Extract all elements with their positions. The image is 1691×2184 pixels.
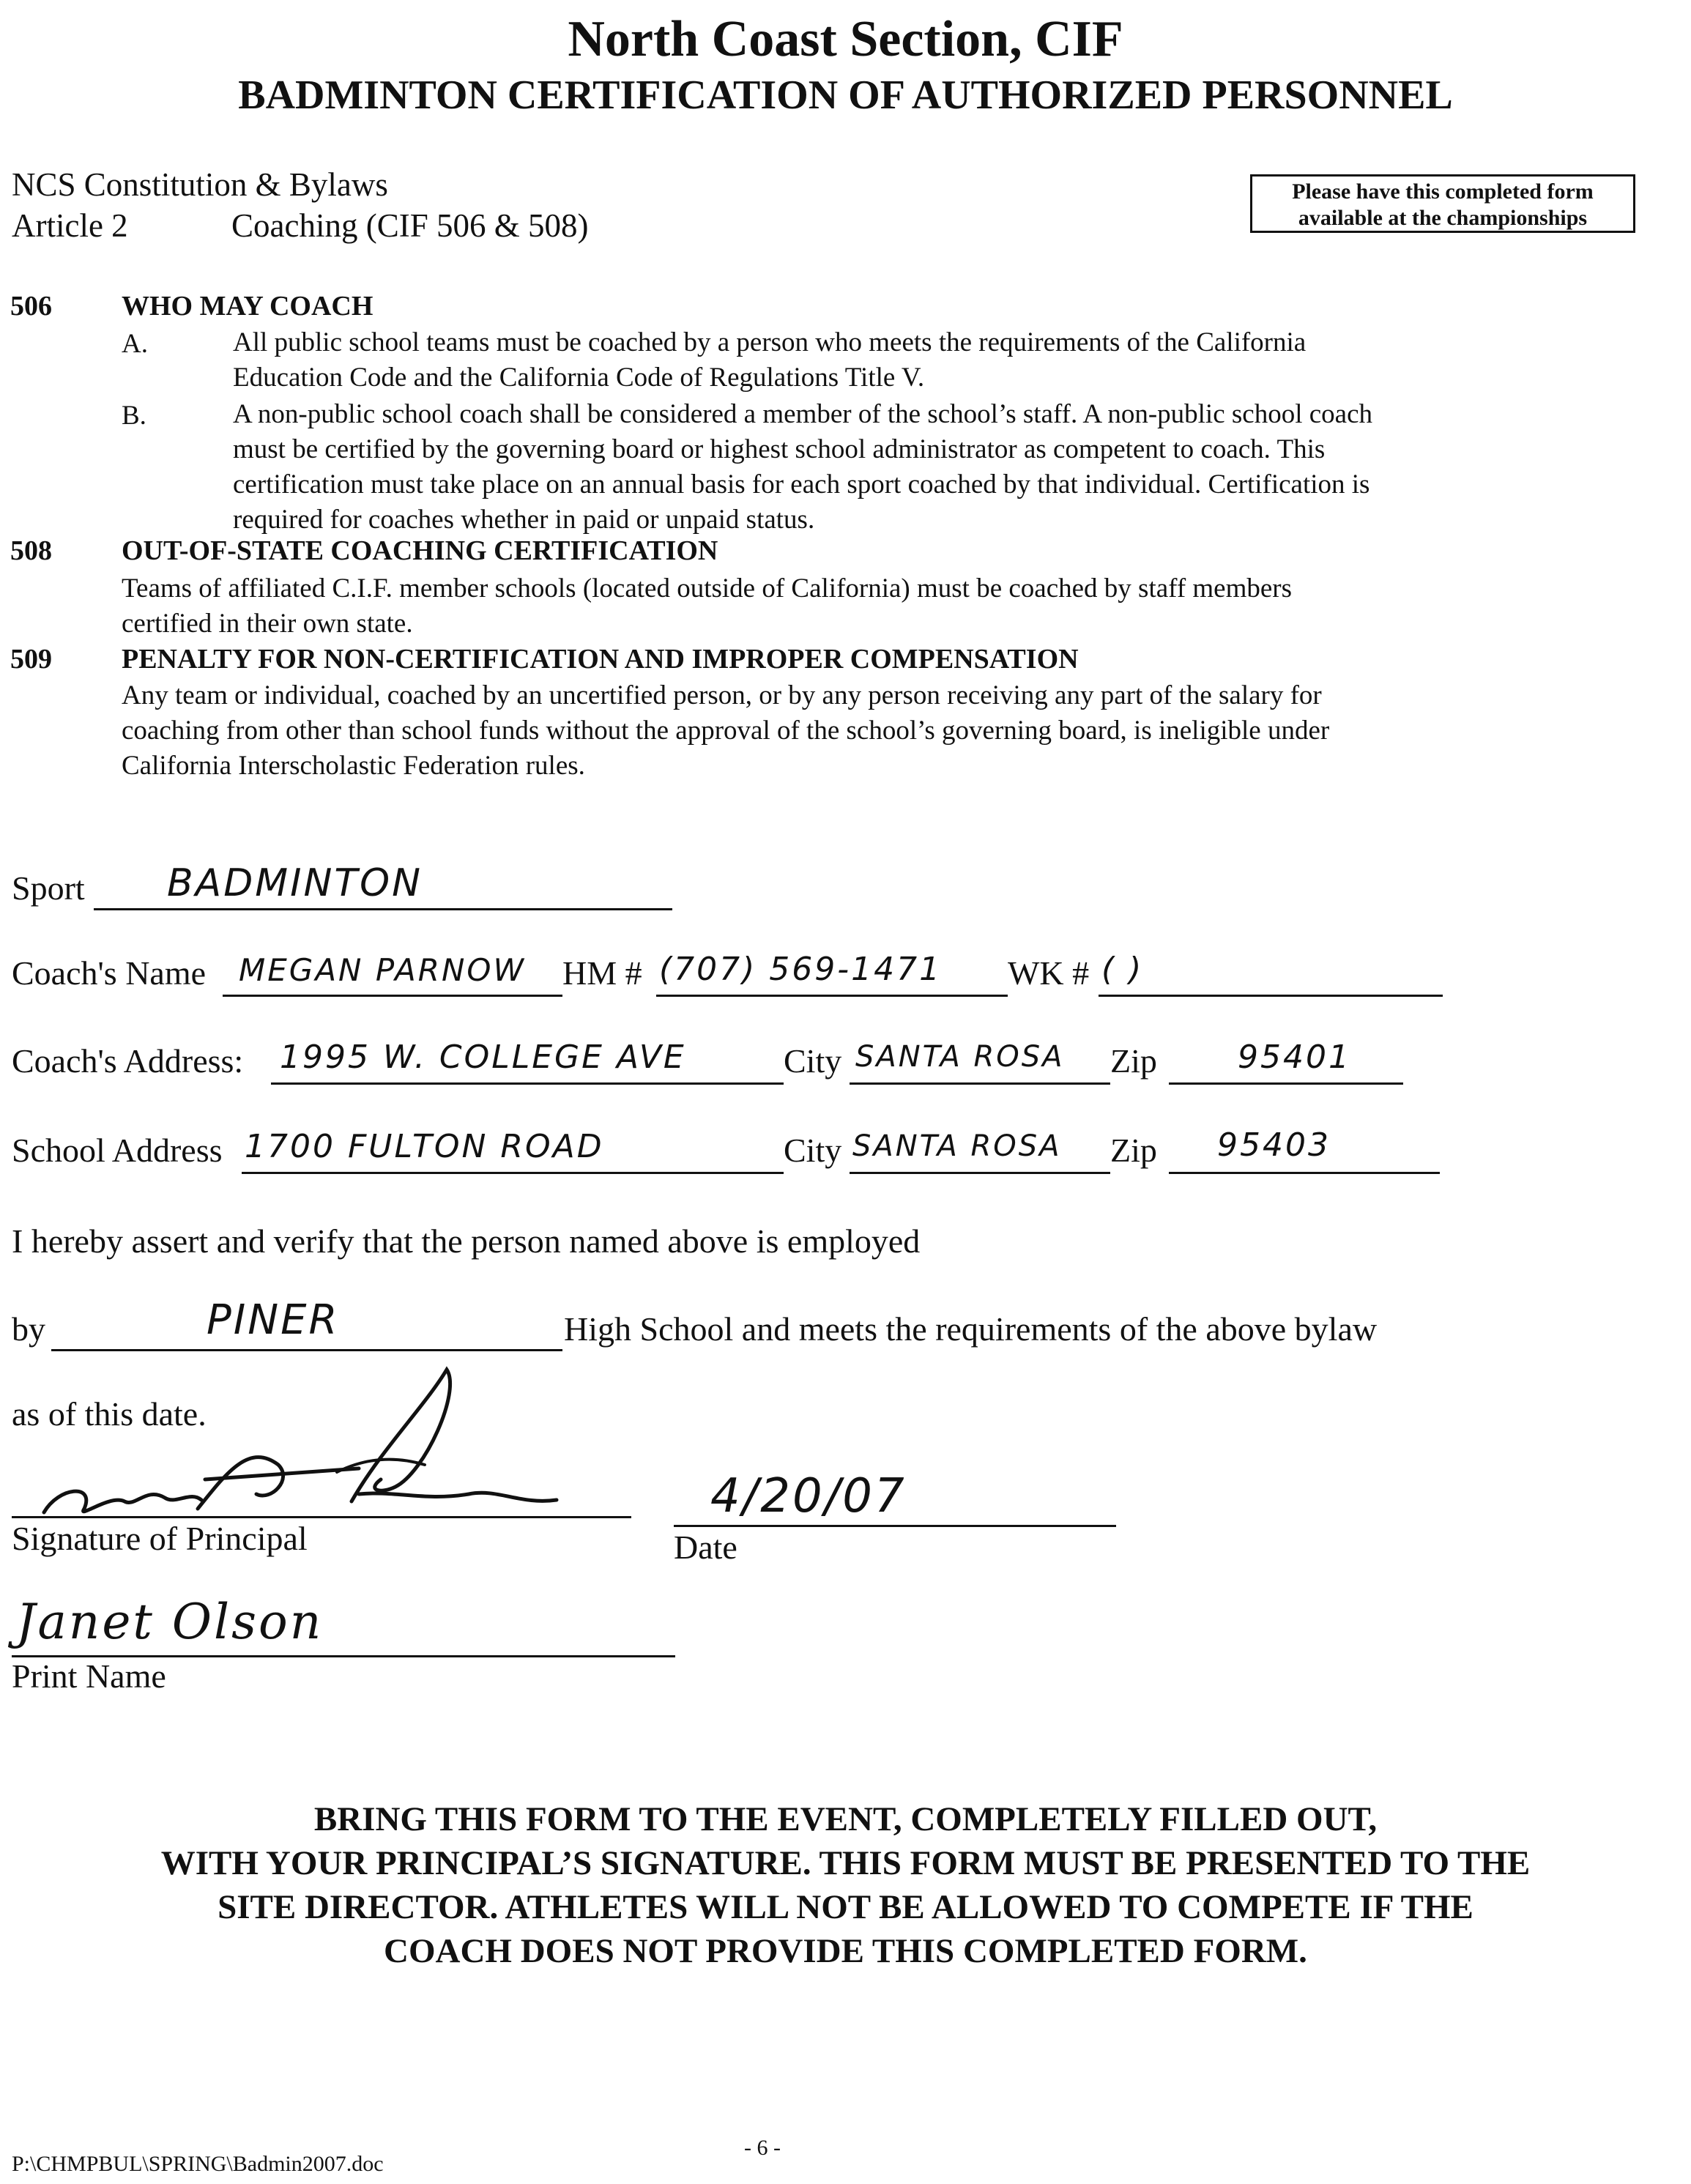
bylaws-reference: NCS Constitution & Bylaws (12, 166, 388, 203)
clause-letter-b: B. (122, 401, 146, 431)
coach-name-label: Coach's Name (12, 954, 207, 992)
text-line: California Interscholastic Federation rules. (122, 751, 585, 781)
clause-letter-a: A. (122, 329, 148, 359)
article-topic: Coaching (CIF 506 & 508) (231, 207, 589, 244)
by-label: by (12, 1310, 45, 1348)
file-path: P:\CHMPBUL\SPRING\Badmin2007.doc (12, 2152, 384, 2176)
school-address-label: School Address (12, 1132, 223, 1169)
wk-line (1099, 995, 1443, 997)
coach-address-line (271, 1082, 784, 1085)
section-509-text (122, 678, 1329, 784)
text-line: coaching from other than school funds without the approval of the school’s governing board, is ineligible under (122, 716, 1330, 746)
text-line: certified in their own state. (122, 609, 413, 639)
text-line: A non-public school coach shall be considered a member of the school’s staff. A non-public school coach (233, 399, 1373, 429)
school-zip-label: Zip (1110, 1132, 1157, 1169)
school-city-value[interactable]: SANTA ROSA (852, 1129, 1062, 1163)
hm-phone-value[interactable]: (707) 569-1471 (659, 951, 943, 988)
coach-city-value[interactable]: SANTA ROSA (855, 1040, 1065, 1074)
as-of-date-text: as of this date. (12, 1395, 207, 1433)
sport-value[interactable]: BADMINTON (167, 861, 423, 905)
notice-line: BRING THIS FORM TO THE EVENT, COMPLETELY FILLED OUT, (313, 1800, 1378, 1838)
notice-line: COACH DOES NOT PROVIDE THIS COMPLETED FORM. (384, 1932, 1307, 1970)
school-zip-value[interactable]: 95403 (1217, 1126, 1331, 1164)
wk-phone-value[interactable]: ( ) (1101, 951, 1144, 988)
bring-form-notice (0, 1797, 1691, 1973)
school-city-label: City (784, 1132, 842, 1169)
school-zip-line (1169, 1172, 1440, 1174)
coach-address-label: Coach's Address: (12, 1042, 244, 1080)
signature-label: Signature of Principal (12, 1520, 308, 1557)
notice-line: available at the championships (1298, 206, 1588, 230)
championship-notice-box (1250, 174, 1635, 233)
date-label: Date (674, 1529, 737, 1566)
section-heading-508: OUT-OF-STATE COACHING CERTIFICATION (122, 535, 718, 566)
section-number-508: 508 (10, 535, 52, 566)
print-name-label: Print Name (12, 1657, 166, 1695)
section-number-509: 509 (10, 644, 52, 675)
notice-line: Please have this completed form (1292, 179, 1594, 204)
school-city-line (850, 1172, 1110, 1174)
clause-b-text (233, 397, 1372, 538)
date-value[interactable]: 4/20/07 (710, 1469, 907, 1523)
section-heading-509: PENALTY FOR NON-CERTIFICATION AND IMPROPER COMPENSATION (122, 644, 1079, 675)
wk-label: WK # (1008, 954, 1090, 992)
coach-zip-line (1169, 1082, 1403, 1085)
form-title: North Coast Section, CIF (568, 11, 1123, 67)
principal-signature (15, 1362, 571, 1538)
section-heading-506: WHO MAY COACH (122, 291, 373, 322)
coach-zip-value[interactable]: 95401 (1238, 1039, 1351, 1076)
text-line: certification must take place on an annual basis for each sport coached by that individual. Certification is (233, 469, 1370, 499)
coach-city-line (850, 1082, 1110, 1085)
sport-line (94, 908, 672, 910)
text-line: required for coaches whether in paid or unpaid status. (233, 505, 815, 535)
text-line: must be certified by the governing board or highest school administrator as competent to coach. This (233, 434, 1326, 464)
assertion-text: I hereby assert and verify that the person named above is employed (12, 1222, 921, 1260)
section-508-text (122, 571, 1292, 642)
sport-label: Sport (12, 869, 85, 907)
text-line: Teams of affiliated C.I.F. member schools (located outside of California) must be coached by staff members (122, 573, 1293, 603)
school-address-line (242, 1172, 784, 1174)
article-label: Article 2 (12, 207, 128, 244)
coach-name-value[interactable]: MEGAN PARNOW (239, 952, 526, 988)
page-number: - 6 - (744, 2136, 781, 2160)
school-address-value[interactable]: 1700 FULTON ROAD (245, 1128, 604, 1165)
coach-city-label: City (784, 1042, 842, 1080)
text-line: Any team or individual, coached by an uncertified person, or by any person receiving any part of the salary for (122, 680, 1322, 710)
high-school-text: High School and meets the requirements of the above bylaw (564, 1310, 1378, 1348)
hm-line (656, 995, 1008, 997)
print-name-value[interactable]: Janet Olson (16, 1594, 324, 1650)
date-line (674, 1525, 1116, 1527)
notice-line: SITE DIRECTOR. ATHLETES WILL NOT BE ALLOWED TO COMPETE IF THE (218, 1888, 1473, 1926)
form-subtitle: BADMINTON CERTIFICATION OF AUTHORIZED PERSONNEL (238, 73, 1453, 118)
notice-line: WITH YOUR PRINCIPAL’S SIGNATURE. THIS FORM MUST BE PRESENTED TO THE (160, 1844, 1531, 1882)
section-number-506: 506 (10, 291, 52, 322)
hm-label: HM # (562, 954, 642, 992)
school-name-line (51, 1349, 562, 1351)
coach-name-line (223, 995, 562, 997)
school-name-value[interactable]: PINER (207, 1296, 340, 1344)
text-line: Education Code and the California Code of Regulations Title V. (233, 363, 925, 393)
text-line: All public school teams must be coached by a person who meets the requirements of the California (233, 327, 1307, 357)
coach-address-value[interactable]: 1995 W. COLLEGE AVE (280, 1039, 686, 1076)
coach-zip-label: Zip (1110, 1042, 1157, 1080)
clause-a-text (233, 325, 1306, 395)
